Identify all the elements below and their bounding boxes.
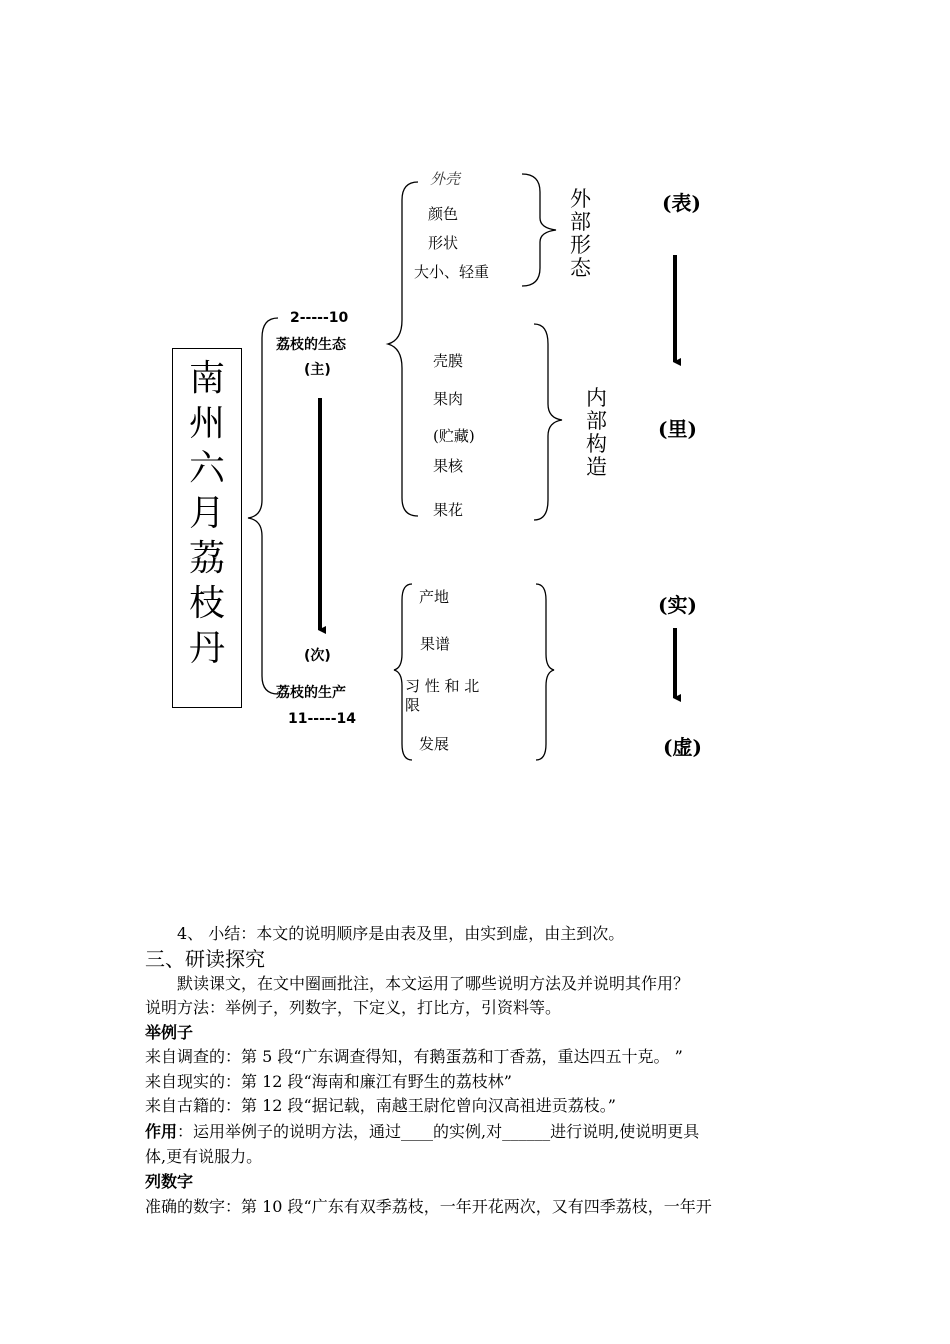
internal-brace — [534, 324, 562, 520]
group-char: 构 — [586, 432, 607, 456]
production-brace-close — [536, 584, 554, 760]
production-item: 产地 — [419, 588, 450, 606]
title-char: 枝 — [188, 583, 225, 624]
group-char: 部 — [586, 409, 607, 433]
title-char: 荔 — [188, 538, 225, 579]
main-brace — [248, 318, 278, 694]
effect-label: 作用 — [145, 1122, 178, 1141]
inner-label: (里) — [658, 417, 697, 441]
title-char: 南 — [188, 358, 225, 399]
internal-group-label — [586, 387, 607, 479]
external-item: 形状 — [428, 234, 459, 252]
production-brace-open — [394, 584, 412, 760]
title-char: 月 — [188, 493, 225, 534]
production-range: 11-----14 — [288, 711, 357, 727]
task-line: 默读课文，在文中圈画批注，本文运用了哪些说明方法及并说明其作用？ — [177, 974, 690, 993]
group-char: 外 — [570, 187, 591, 211]
virtual-label: (虚) — [663, 735, 702, 759]
effect-text: ：运用举例子的说明方法，通过____的实例,对______进行说明,使说明更具 — [177, 1122, 700, 1141]
external-brace — [522, 174, 556, 286]
ecology-brace — [388, 182, 418, 516]
external-item: 大小、轻重 — [414, 263, 490, 281]
title-char: 州 — [188, 403, 225, 444]
group-char: 态 — [570, 256, 591, 280]
group-char: 内 — [586, 386, 607, 410]
surface-label: (表) — [662, 191, 701, 215]
summary-line: 4、 小结：本文的说明顺序是由表及里，由实到虚，由主到次。 — [177, 924, 625, 943]
example-line: 来自古籍的：第 12 段“据记载，南越王尉佗曾向汉高祖进贡荔枝。” — [145, 1096, 616, 1115]
internal-item: (贮藏) — [433, 427, 475, 445]
external-item: 外壳 — [430, 170, 461, 188]
ecology-label: 荔枝的生态 — [276, 337, 346, 353]
methods-line: 说明方法：举例子，列数字，下定义，打比方，引资料等。 — [145, 998, 562, 1017]
internal-item: 果核 — [433, 457, 464, 475]
group-char: 形 — [570, 233, 591, 257]
production-item: 果谱 — [420, 635, 451, 653]
ecology-rank: (主) — [304, 362, 331, 378]
effect-line — [145, 1120, 805, 1144]
example-line: 来自调查的：第 5 段“广东调查得知，有鹅蛋荔和丁香荔，重达四五十克。 ” — [145, 1047, 683, 1066]
production-rank: (次) — [304, 648, 331, 664]
title-char: 六 — [188, 448, 225, 489]
production-label: 荔枝的生产 — [276, 685, 346, 701]
real-label: (实) — [658, 593, 697, 617]
production-item: 限 — [405, 696, 421, 714]
internal-item: 壳膜 — [433, 352, 464, 370]
effect-continuation: 体,更有说服力。 — [145, 1147, 263, 1166]
group-char: 造 — [586, 455, 607, 479]
numbers-heading: 列数字 — [145, 1172, 194, 1191]
production-item: 习 性 和 北 — [405, 677, 480, 695]
internal-item: 果花 — [433, 501, 464, 519]
section-heading: 三、研读探究 — [145, 947, 265, 971]
diagram-title — [180, 356, 234, 671]
number-line: 准确的数字：第 10 段“广东有双季荔枝，一年开花两次，又有四季荔枝，一年开 — [145, 1197, 712, 1216]
internal-item: 果肉 — [433, 390, 464, 408]
ecology-range: 2-----10 — [290, 310, 349, 326]
external-group-label — [570, 188, 591, 280]
example-heading: 举例子 — [145, 1023, 194, 1042]
group-char: 部 — [570, 210, 591, 234]
external-item: 颜色 — [428, 205, 459, 223]
example-line: 来自现实的：第 12 段“海南和廉江有野生的荔枝林” — [145, 1072, 512, 1091]
production-item: 发展 — [419, 735, 450, 753]
title-char: 丹 — [188, 628, 225, 669]
